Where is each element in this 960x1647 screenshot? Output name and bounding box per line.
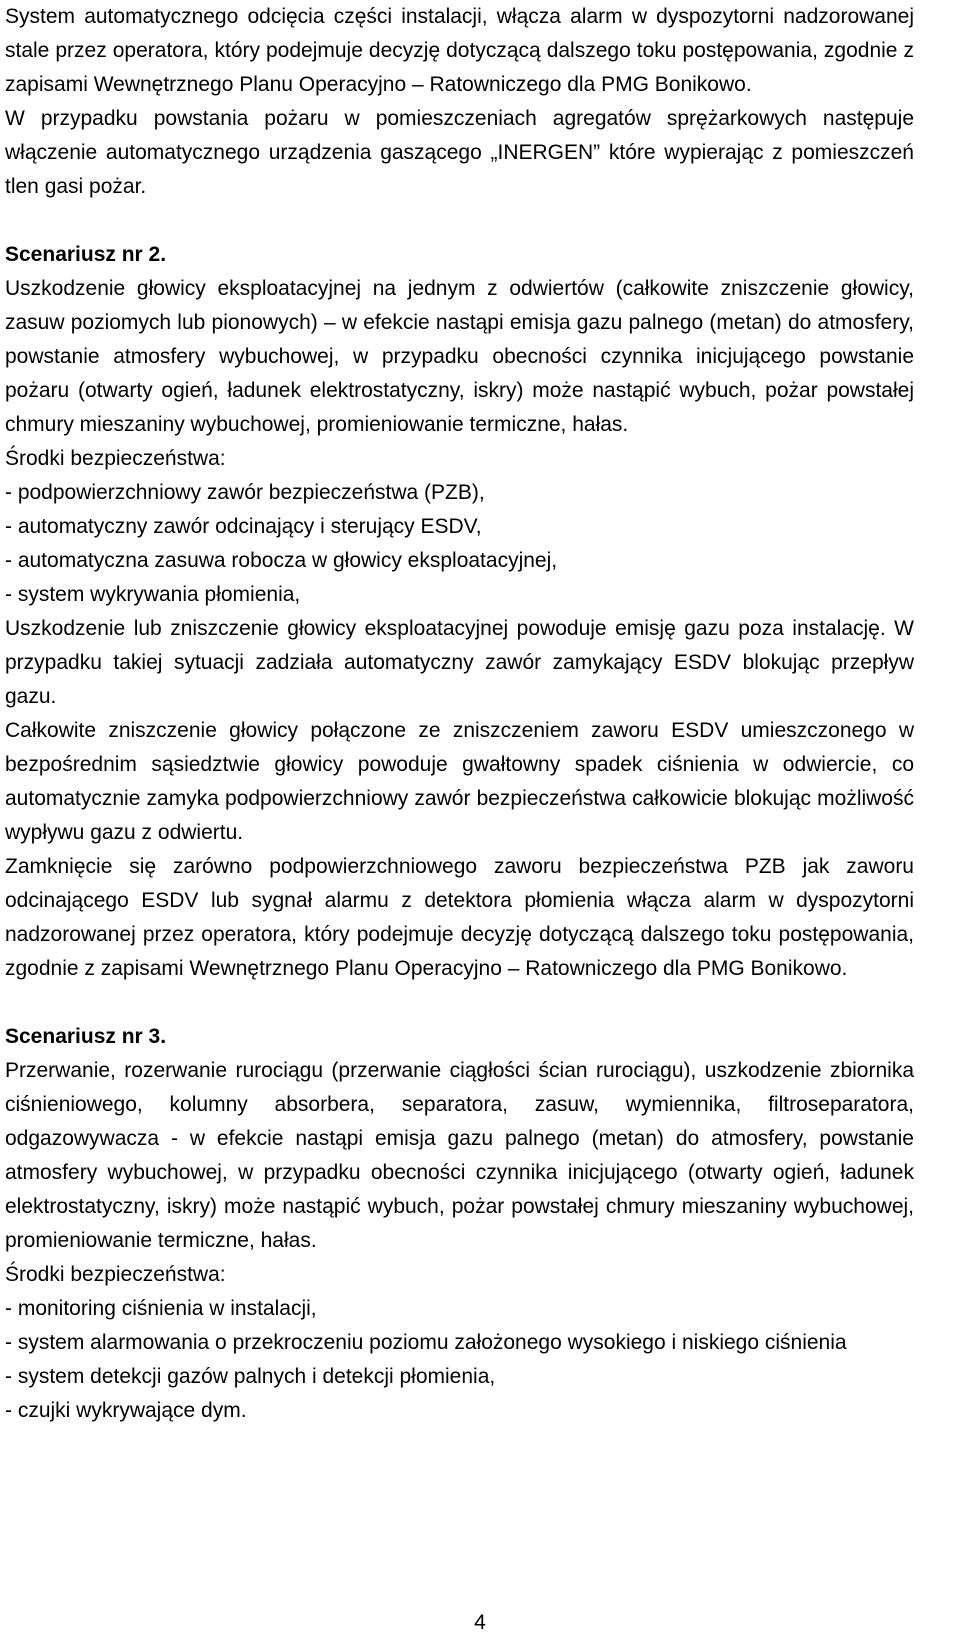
scenario-2-closure-paragraph: Zamknięcie się zarówno podpowierzchniowego zaworu bezpieczeństwa PZB jak zaworu odcinającego ESDV lub sygnał alarmu z detektora płomienia włącza alarm w dyspozytorni nadzorowanej przez operatora, który podejmuje decyzję dotyczącą dalszego toku postępowania, zgodnie z zapisami Wewnętrznego Planu Operacyjno – Ratowniczego dla PMG Bonikowo. — [5, 855, 914, 980]
scenario-2-heading: Scenariusz nr 2. — [5, 243, 167, 266]
intro-paragraph-2: W przypadku powstania pożaru w pomieszczeniach agregatów sprężarkowych następuje włączenie automatycznego urządzenia gaszącego „INERGEN” które wypierając z pomieszczeń tlen gasi pożar. — [5, 107, 914, 198]
page-number: 4 — [474, 1611, 486, 1634]
scenario-2-damage-paragraph: Uszkodzenie lub zniszczenie głowicy eksploatacyjnej powoduje emisję gazu poza instalację. W przypadku takiej sytuacji zadziała automatyczny zawór zamykający ESDV blokując przepływ gazu. — [5, 617, 914, 708]
scenario-2-safety-item: - automatyczny zawór odcinający i sterujący ESDV, — [5, 515, 482, 538]
scenario-3-description: Przerwanie, rozerwanie rurociągu (przerwanie ciągłości ścian rurociągu), uszkodzenie zbiornika ciśnieniowego, kolumny absorbera, separatora, zasuw, wymiennika, filtroseparatora, odgazowywacza - w efekcie nastąpi emisja gazu palnego (metan) do atmosfery, powstanie atmosfery wybuchowej, w przypadku obecności czynnika inicjującego (otwarty ogień, ładunek elektrostatyczny, iskry) może nastąpić wybuch, pożar powstałej chmury mieszaniny wybuchowej, promieniowanie termiczne, hałas. — [5, 1059, 914, 1252]
document-body — [5, 0, 914, 1428]
scenario-3-safety-item: - system detekcji gazów palnych i detekcji płomienia, — [5, 1365, 496, 1388]
scenario-2-safety-item: - system wykrywania płomienia, — [5, 583, 301, 606]
scenario-3-safety-item: - system alarmowania o przekroczeniu poziomu założonego wysokiego i niskiego ciśnienia — [5, 1331, 847, 1354]
scenario-2-safety-item: - podpowierzchniowy zawór bezpieczeństwa (PZB), — [5, 481, 485, 504]
scenario-2-safety-item: - automatyczna zasuwa robocza w głowicy eksploatacyjnej, — [5, 549, 558, 572]
scenario-3-safety-item: - monitoring ciśnienia w instalacji, — [5, 1297, 317, 1320]
scenario-2-safety-label: Środki bezpieczeństwa: — [5, 447, 226, 470]
scenario-2-total-destruction-paragraph: Całkowite zniszczenie głowicy połączone ze zniszczeniem zaworu ESDV umieszczonego w bezpośrednim sąsiedztwie głowicy powoduje gwałtowny spadek ciśnienia w odwiercie, co automatycznie zamyka podpowierzchniowy zawór bezpieczeństwa całkowicie blokując możliwość wypływu gazu z odwiertu. — [5, 719, 914, 844]
intro-paragraph-1: System automatycznego odcięcia części instalacji, włącza alarm w dyspozytorni nadzorowanej stale przez operatora, który podejmuje decyzję dotyczącą dalszego toku postępowania, zgodnie z zapisami Wewnętrznego Planu Operacyjno – Ratowniczego dla PMG Bonikowo. — [5, 5, 914, 96]
scenario-3-safety-item: - czujki wykrywające dym. — [5, 1399, 247, 1422]
scenario-2-description: Uszkodzenie głowicy eksploatacyjnej na jednym z odwiertów (całkowite zniszczenie głowicy, zasuw poziomych lub pionowych) – w efekcie nastąpi emisja gazu palnego (metan) do atmosfery, powstanie atmosfery wybuchowej, w przypadku obecności czynnika inicjującego powstanie pożaru (otwarty ogień, ładunek elektrostatyczny, iskry) może nastąpić wybuch, pożar powstałej chmury mieszaniny wybuchowej, promieniowanie termiczne, hałas. — [5, 277, 914, 436]
scenario-3-safety-label: Środki bezpieczeństwa: — [5, 1263, 226, 1286]
scenario-3-heading: Scenariusz nr 3. — [5, 1025, 167, 1048]
